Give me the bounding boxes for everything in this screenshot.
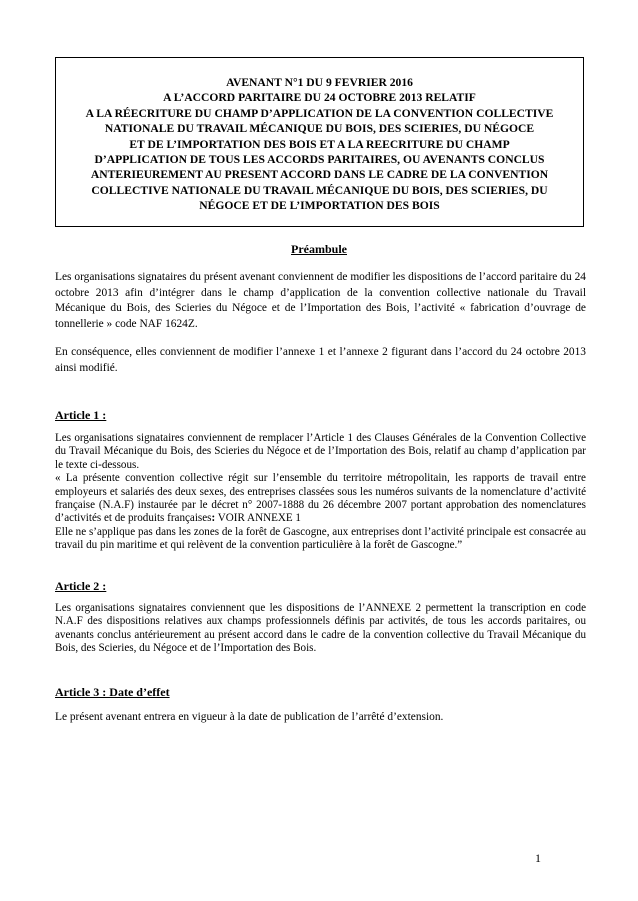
article-2-body: Les organisations signataires conviennent que les dispositions de l’ANNEXE 2 permettent la transcription en code N.A.F des dispositions relatives aux champs professionnels définis par activités, de tous les accords paritaires, ou avenants conclus antérieurement au présent accord dans le cadre de la convention collective du Travail Mécanique du Bois, des Scieries, du Négoce et de l’Importation des Bois. (55, 602, 586, 655)
title-line: ET DE L’IMPORTATION DES BOIS ET A LA REECRITURE DU CHAMP (129, 137, 510, 151)
preambule-heading: Préambule (291, 242, 347, 256)
article-1-body (55, 432, 586, 553)
article-1-annexe-ref: VOIR ANNEXE 1 (215, 512, 301, 525)
title-box (55, 57, 584, 227)
page-number: 1 (535, 851, 541, 865)
article-3-body: Le présent avenant entrera en vigueur à la date de publication de l’arrêté d’extension. (55, 711, 444, 723)
title-line: NÉGOCE ET DE L’IMPORTATION DES BOIS (199, 199, 440, 213)
title-line: ANTERIEUREMENT AU PRESENT ACCORD DANS LE CADRE DE LA CONVENTION (90, 168, 549, 182)
article-1-heading: Article 1 : (55, 408, 107, 422)
article-1-quote: « La présente convention collective régit sur l’ensemble du territoire métropolitain, les rapports de travail entre employeurs et salariés des deux sexes, des entreprises classées sous les numéros suivants de la nomenclature d’activité française (N.A.F) instaurée par le décret n° 2007-1888 du 26 décembre 2007 portant approbation des nomenclatures d’activités et de produits françaises (55, 472, 586, 525)
title-line: NATIONALE DU TRAVAIL MÉCANIQUE DU BOIS, DES SCIERIES, DU NÉGOCE (104, 122, 535, 136)
title-line: A LA RÉECRITURE DU CHAMP D’APPLICATION DE LA CONVENTION COLLECTIVE (85, 106, 554, 120)
title-line: D’APPLICATION DE TOUS LES ACCORDS PARITAIRES, OU AVENANTS CONCLUS (94, 153, 545, 167)
article-1-exclusion: Elle ne s’applique pas dans les zones de la forêt de Gascogne, aux entreprises dont l’activité principale est consacrée au travail du pin maritime et qui relèvent de la convention particulière à la forêt de Gascogne.” (55, 525, 586, 552)
title-line: COLLECTIVE NATIONALE DU TRAVAIL MÉCANIQUE DU BOIS, DES SCIERIES, DU (91, 183, 548, 197)
article-1-intro: Les organisations signataires conviennent de remplacer l’Article 1 des Clauses Générales de la Convention Collective du Travail Mécanique du Bois, des Scieries du Négoce et de l’Importation des Bois, relatif au champ d’application par le texte ci-dessous. (55, 432, 586, 471)
article-3-heading: Article 3 : Date d’effet (55, 685, 170, 699)
title-line: A L’ACCORD PARITAIRE DU 24 OCTOBRE 2013 RELATIF (163, 91, 476, 105)
article-1-colon: : (211, 512, 216, 525)
article-2-heading: Article 2 : (55, 579, 107, 593)
title-line: AVENANT N°1 DU 9 FEVRIER 2016 (226, 76, 413, 89)
preambule-paragraph-2: En conséquence, elles conviennent de modifier l’annexe 1 et l’annexe 2 figurant dans l’accord du 24 octobre 2013 ainsi modifié. (55, 346, 586, 374)
preambule-paragraph-1: Les organisations signataires du présent avenant conviennent de modifier les dispositions de l’accord paritaire du 24 octobre 2013 afin d’intégrer dans le champ d’application de la convention collective nationale du Travail Mécanique du Bois, des Scieries du Négoce et de l’Importation des Bois, l’activité « fabrication d’ouvrage de tonnellerie » code NAF 1624Z. (55, 271, 586, 330)
